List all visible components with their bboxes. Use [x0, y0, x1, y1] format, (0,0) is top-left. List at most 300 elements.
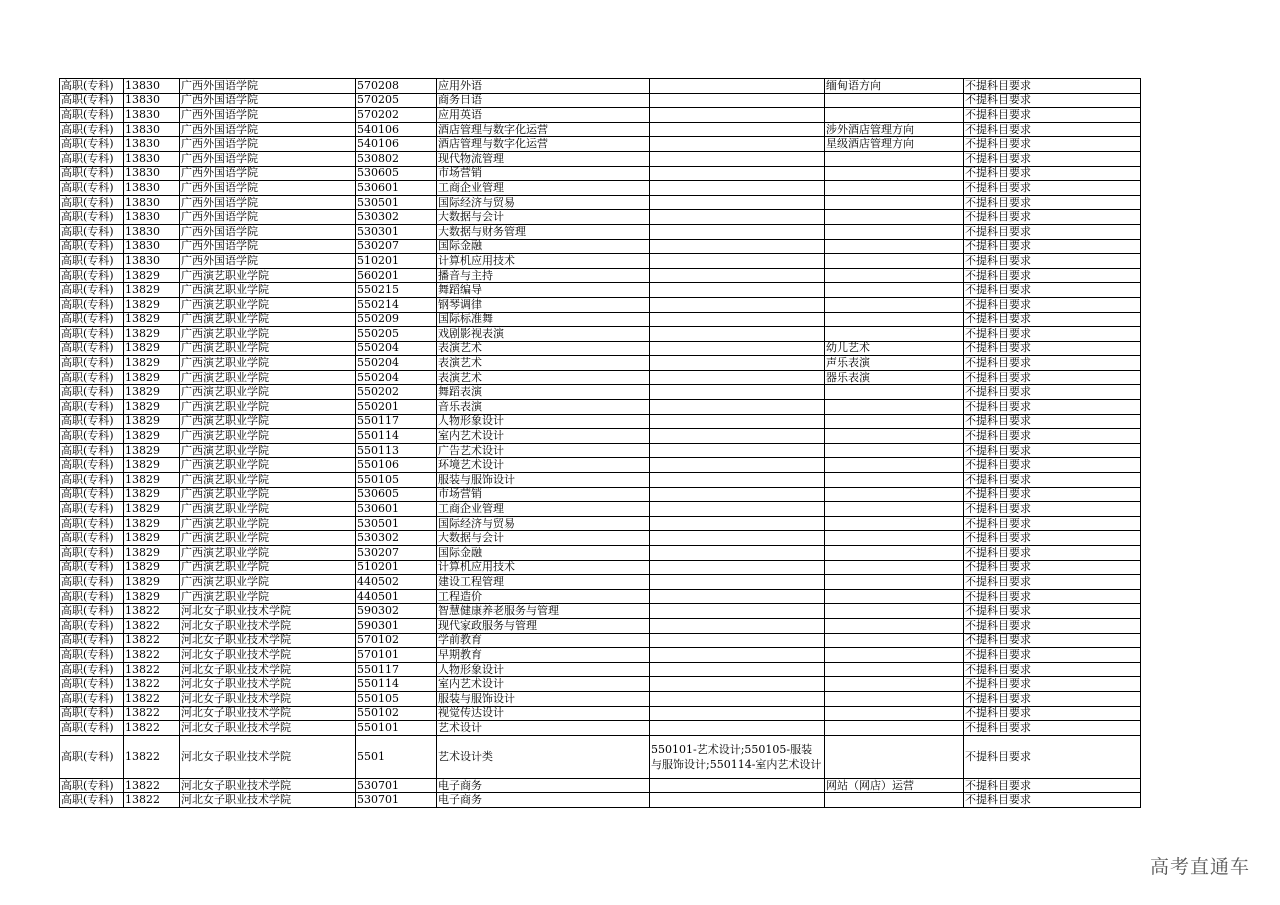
major-name-cell: 现代家政服务与管理 [437, 618, 650, 633]
subject-requirement-cell: 不提科目要求 [964, 618, 1141, 633]
included-majors-cell [650, 487, 825, 502]
direction-cell [825, 487, 964, 502]
major-name-cell: 室内艺术设计 [437, 429, 650, 444]
school-code-cell: 13829 [124, 487, 180, 502]
school-name-cell: 广西外国语学院 [180, 224, 356, 239]
included-majors-cell [650, 312, 825, 327]
major-code-cell: 560201 [356, 268, 437, 283]
direction-cell [825, 662, 964, 677]
major-code-cell: 540106 [356, 137, 437, 152]
subject-requirement-cell: 不提科目要求 [964, 691, 1141, 706]
included-majors-cell [650, 210, 825, 225]
included-majors-cell [650, 224, 825, 239]
included-majors-cell [650, 122, 825, 137]
school-name-cell: 广西演艺职业学院 [180, 268, 356, 283]
level-cell: 高职(专科) [60, 268, 124, 283]
direction-cell [825, 210, 964, 225]
subject-requirement-cell: 不提科目要求 [964, 210, 1141, 225]
level-cell: 高职(专科) [60, 400, 124, 415]
table-body [60, 79, 1141, 808]
table-row [60, 560, 1141, 575]
school-code-cell: 13830 [124, 108, 180, 123]
school-code-cell: 13829 [124, 370, 180, 385]
table-row [60, 706, 1141, 721]
subject-requirement-cell: 不提科目要求 [964, 151, 1141, 166]
table-row [60, 356, 1141, 371]
subject-requirement-cell: 不提科目要求 [964, 793, 1141, 808]
included-majors-cell [650, 79, 825, 94]
subject-requirement-cell: 不提科目要求 [964, 429, 1141, 444]
school-code-cell: 13829 [124, 516, 180, 531]
subject-requirement-cell: 不提科目要求 [964, 268, 1141, 283]
table-row [60, 268, 1141, 283]
school-name-cell: 广西外国语学院 [180, 108, 356, 123]
direction-cell [825, 93, 964, 108]
included-majors-cell [650, 473, 825, 488]
major-name-cell: 表演艺术 [437, 341, 650, 356]
table-row [60, 473, 1141, 488]
direction-cell [825, 618, 964, 633]
major-code-cell: 550114 [356, 677, 437, 692]
table-row [60, 151, 1141, 166]
school-code-cell: 13829 [124, 502, 180, 517]
major-code-cell: 510201 [356, 560, 437, 575]
school-name-cell: 河北女子职业技术学院 [180, 778, 356, 793]
included-majors-cell: 550101-艺术设计;550105-服装与服饰设计;550114-室内艺术设计 [650, 735, 825, 778]
major-name-cell: 音乐表演 [437, 400, 650, 415]
school-name-cell: 河北女子职业技术学院 [180, 677, 356, 692]
major-code-cell: 550204 [356, 341, 437, 356]
school-name-cell: 河北女子职业技术学院 [180, 618, 356, 633]
school-code-cell: 13830 [124, 210, 180, 225]
subject-requirement-cell: 不提科目要求 [964, 589, 1141, 604]
school-code-cell: 13829 [124, 312, 180, 327]
major-code-cell: 440502 [356, 575, 437, 590]
direction-cell [825, 648, 964, 663]
school-name-cell: 河北女子职业技术学院 [180, 721, 356, 736]
level-cell: 高职(专科) [60, 778, 124, 793]
direction-cell [825, 735, 964, 778]
school-code-cell: 13829 [124, 546, 180, 561]
major-code-cell: 570205 [356, 93, 437, 108]
table-row [60, 575, 1141, 590]
level-cell: 高职(专科) [60, 443, 124, 458]
major-code-cell: 530301 [356, 224, 437, 239]
major-code-cell: 550204 [356, 356, 437, 371]
major-name-cell: 大数据与会计 [437, 531, 650, 546]
school-code-cell: 13829 [124, 356, 180, 371]
included-majors-cell [650, 516, 825, 531]
table-row [60, 312, 1141, 327]
included-majors-cell [650, 268, 825, 283]
included-majors-cell [650, 721, 825, 736]
included-majors-cell [650, 385, 825, 400]
major-name-cell: 建设工程管理 [437, 575, 650, 590]
subject-requirement-cell: 不提科目要求 [964, 195, 1141, 210]
school-name-cell: 广西外国语学院 [180, 122, 356, 137]
school-name-cell: 广西演艺职业学院 [180, 356, 356, 371]
level-cell: 高职(专科) [60, 735, 124, 778]
major-code-cell: 530207 [356, 546, 437, 561]
included-majors-cell [650, 546, 825, 561]
level-cell: 高职(专科) [60, 312, 124, 327]
major-code-cell: 530302 [356, 210, 437, 225]
included-majors-cell [650, 575, 825, 590]
school-name-cell: 广西演艺职业学院 [180, 312, 356, 327]
table-row [60, 778, 1141, 793]
school-code-cell: 13822 [124, 604, 180, 619]
table-row [60, 721, 1141, 736]
table-row [60, 122, 1141, 137]
level-cell: 高职(专科) [60, 633, 124, 648]
included-majors-cell [650, 778, 825, 793]
major-name-cell: 电子商务 [437, 793, 650, 808]
major-name-cell: 室内艺术设计 [437, 677, 650, 692]
major-code-cell: 550117 [356, 414, 437, 429]
major-code-cell: 570101 [356, 648, 437, 663]
school-name-cell: 广西外国语学院 [180, 181, 356, 196]
major-name-cell: 视觉传达设计 [437, 706, 650, 721]
school-code-cell: 13829 [124, 560, 180, 575]
major-code-cell: 570202 [356, 108, 437, 123]
included-majors-cell [650, 254, 825, 269]
subject-requirement-cell: 不提科目要求 [964, 778, 1141, 793]
table-row [60, 662, 1141, 677]
major-name-cell: 计算机应用技术 [437, 254, 650, 269]
major-name-cell: 舞蹈编导 [437, 283, 650, 298]
level-cell: 高职(专科) [60, 224, 124, 239]
table-row [60, 108, 1141, 123]
subject-requirement-cell: 不提科目要求 [964, 93, 1141, 108]
direction-cell [825, 254, 964, 269]
major-code-cell: 510201 [356, 254, 437, 269]
direction-cell [825, 604, 964, 619]
school-code-cell: 13829 [124, 575, 180, 590]
direction-cell [825, 283, 964, 298]
school-name-cell: 广西演艺职业学院 [180, 487, 356, 502]
school-code-cell: 13822 [124, 735, 180, 778]
subject-requirement-cell: 不提科目要求 [964, 502, 1141, 517]
included-majors-cell [650, 502, 825, 517]
major-code-cell: 530302 [356, 531, 437, 546]
school-code-cell: 13830 [124, 79, 180, 94]
school-name-cell: 广西演艺职业学院 [180, 414, 356, 429]
school-name-cell: 广西外国语学院 [180, 239, 356, 254]
major-name-cell: 环境艺术设计 [437, 458, 650, 473]
school-code-cell: 13829 [124, 400, 180, 415]
included-majors-cell [650, 297, 825, 312]
direction-cell [825, 458, 964, 473]
included-majors-cell [650, 429, 825, 444]
school-name-cell: 广西外国语学院 [180, 166, 356, 181]
level-cell: 高职(专科) [60, 458, 124, 473]
major-name-cell: 商务日语 [437, 93, 650, 108]
level-cell: 高职(专科) [60, 283, 124, 298]
included-majors-cell [650, 181, 825, 196]
major-code-cell: 530501 [356, 195, 437, 210]
major-name-cell: 广告艺术设计 [437, 443, 650, 458]
subject-requirement-cell: 不提科目要求 [964, 297, 1141, 312]
direction-cell [825, 195, 964, 210]
included-majors-cell [650, 327, 825, 342]
subject-requirement-cell: 不提科目要求 [964, 356, 1141, 371]
included-majors-cell [650, 618, 825, 633]
level-cell: 高职(专科) [60, 429, 124, 444]
table-row [60, 546, 1141, 561]
major-name-cell: 播音与主持 [437, 268, 650, 283]
direction-cell [825, 691, 964, 706]
direction-cell [825, 560, 964, 575]
subject-requirement-cell: 不提科目要求 [964, 677, 1141, 692]
level-cell: 高职(专科) [60, 604, 124, 619]
school-code-cell: 13830 [124, 239, 180, 254]
school-name-cell: 广西演艺职业学院 [180, 400, 356, 415]
major-name-cell: 人物形象设计 [437, 662, 650, 677]
major-code-cell: 530701 [356, 793, 437, 808]
table-row [60, 93, 1141, 108]
school-name-cell: 广西外国语学院 [180, 137, 356, 152]
included-majors-cell [650, 93, 825, 108]
direction-cell [825, 589, 964, 604]
major-code-cell: 530601 [356, 502, 437, 517]
major-code-cell: 590301 [356, 618, 437, 633]
subject-requirement-cell: 不提科目要求 [964, 458, 1141, 473]
major-name-cell: 国际金融 [437, 239, 650, 254]
included-majors-cell [650, 283, 825, 298]
school-name-cell: 广西外国语学院 [180, 254, 356, 269]
table-row [60, 254, 1141, 269]
school-code-cell: 13830 [124, 151, 180, 166]
subject-requirement-cell: 不提科目要求 [964, 370, 1141, 385]
subject-requirement-cell: 不提科目要求 [964, 239, 1141, 254]
direction-cell [825, 239, 964, 254]
school-name-cell: 广西外国语学院 [180, 210, 356, 225]
school-code-cell: 13822 [124, 706, 180, 721]
school-code-cell: 13830 [124, 122, 180, 137]
school-name-cell: 广西外国语学院 [180, 195, 356, 210]
table-row [60, 224, 1141, 239]
subject-requirement-cell: 不提科目要求 [964, 400, 1141, 415]
major-name-cell: 国际经济与贸易 [437, 195, 650, 210]
included-majors-cell [650, 341, 825, 356]
table-row [60, 487, 1141, 502]
major-name-cell: 表演艺术 [437, 356, 650, 371]
direction-cell [825, 633, 964, 648]
school-name-cell: 广西演艺职业学院 [180, 531, 356, 546]
included-majors-cell [650, 589, 825, 604]
school-code-cell: 13822 [124, 618, 180, 633]
major-code-cell: 550204 [356, 370, 437, 385]
school-code-cell: 13829 [124, 443, 180, 458]
major-code-cell: 550202 [356, 385, 437, 400]
school-code-cell: 13822 [124, 793, 180, 808]
major-name-cell: 电子商务 [437, 778, 650, 793]
level-cell: 高职(专科) [60, 487, 124, 502]
direction-cell: 幼儿艺术 [825, 341, 964, 356]
major-code-cell: 530601 [356, 181, 437, 196]
direction-cell [825, 414, 964, 429]
table-row [60, 443, 1141, 458]
level-cell: 高职(专科) [60, 370, 124, 385]
major-name-cell: 戏剧影视表演 [437, 327, 650, 342]
subject-requirement-cell: 不提科目要求 [964, 648, 1141, 663]
level-cell: 高职(专科) [60, 151, 124, 166]
subject-requirement-cell: 不提科目要求 [964, 108, 1141, 123]
level-cell: 高职(专科) [60, 531, 124, 546]
school-code-cell: 13830 [124, 137, 180, 152]
included-majors-cell [650, 151, 825, 166]
direction-cell [825, 327, 964, 342]
included-majors-cell [650, 677, 825, 692]
included-majors-cell [650, 691, 825, 706]
level-cell: 高职(专科) [60, 341, 124, 356]
school-name-cell: 广西演艺职业学院 [180, 546, 356, 561]
major-code-cell: 550114 [356, 429, 437, 444]
direction-cell [825, 268, 964, 283]
level-cell: 高职(专科) [60, 239, 124, 254]
direction-cell [825, 400, 964, 415]
direction-cell [825, 224, 964, 239]
school-name-cell: 河北女子职业技术学院 [180, 735, 356, 778]
school-name-cell: 广西外国语学院 [180, 93, 356, 108]
subject-requirement-cell: 不提科目要求 [964, 662, 1141, 677]
included-majors-cell [650, 356, 825, 371]
table-row [60, 195, 1141, 210]
level-cell: 高职(专科) [60, 793, 124, 808]
level-cell: 高职(专科) [60, 181, 124, 196]
direction-cell [825, 575, 964, 590]
level-cell: 高职(专科) [60, 677, 124, 692]
major-name-cell: 服装与服饰设计 [437, 473, 650, 488]
table-row [60, 239, 1141, 254]
school-code-cell: 13829 [124, 589, 180, 604]
major-name-cell: 国际经济与贸易 [437, 516, 650, 531]
major-name-cell: 现代物流管理 [437, 151, 650, 166]
level-cell: 高职(专科) [60, 122, 124, 137]
table-row [60, 604, 1141, 619]
subject-requirement-cell: 不提科目要求 [964, 487, 1141, 502]
subject-requirement-cell: 不提科目要求 [964, 312, 1141, 327]
subject-requirement-cell: 不提科目要求 [964, 283, 1141, 298]
included-majors-cell [650, 443, 825, 458]
major-name-cell: 工商企业管理 [437, 181, 650, 196]
school-name-cell: 广西演艺职业学院 [180, 429, 356, 444]
school-name-cell: 广西外国语学院 [180, 79, 356, 94]
major-code-cell: 530605 [356, 487, 437, 502]
major-code-cell: 440501 [356, 589, 437, 604]
included-majors-cell [650, 793, 825, 808]
direction-cell [825, 297, 964, 312]
included-majors-cell [650, 239, 825, 254]
school-name-cell: 河北女子职业技术学院 [180, 633, 356, 648]
major-name-cell: 早期教育 [437, 648, 650, 663]
table-row [60, 283, 1141, 298]
table-row [60, 516, 1141, 531]
direction-cell [825, 473, 964, 488]
school-code-cell: 13822 [124, 721, 180, 736]
table-row [60, 385, 1141, 400]
level-cell: 高职(专科) [60, 502, 124, 517]
subject-requirement-cell: 不提科目要求 [964, 546, 1141, 561]
subject-requirement-cell: 不提科目要求 [964, 604, 1141, 619]
school-code-cell: 13829 [124, 268, 180, 283]
major-name-cell: 钢琴调律 [437, 297, 650, 312]
school-name-cell: 河北女子职业技术学院 [180, 648, 356, 663]
level-cell: 高职(专科) [60, 662, 124, 677]
major-name-cell: 表演艺术 [437, 370, 650, 385]
major-name-cell: 人物形象设计 [437, 414, 650, 429]
direction-cell [825, 677, 964, 692]
included-majors-cell [650, 108, 825, 123]
included-majors-cell [650, 370, 825, 385]
subject-requirement-cell: 不提科目要求 [964, 531, 1141, 546]
table-row [60, 633, 1141, 648]
subject-requirement-cell: 不提科目要求 [964, 341, 1141, 356]
school-name-cell: 广西演艺职业学院 [180, 560, 356, 575]
included-majors-cell [650, 648, 825, 663]
table-row [60, 618, 1141, 633]
school-name-cell: 广西外国语学院 [180, 151, 356, 166]
major-code-cell: 550117 [356, 662, 437, 677]
school-name-cell: 广西演艺职业学院 [180, 502, 356, 517]
level-cell: 高职(专科) [60, 137, 124, 152]
school-code-cell: 13829 [124, 458, 180, 473]
level-cell: 高职(专科) [60, 108, 124, 123]
table-row [60, 166, 1141, 181]
direction-cell [825, 151, 964, 166]
included-majors-cell [650, 166, 825, 181]
level-cell: 高职(专科) [60, 210, 124, 225]
major-code-cell: 590302 [356, 604, 437, 619]
direction-cell [825, 385, 964, 400]
included-majors-cell [650, 604, 825, 619]
major-code-cell: 530207 [356, 239, 437, 254]
major-code-cell: 550205 [356, 327, 437, 342]
table-row [60, 370, 1141, 385]
table-row [60, 210, 1141, 225]
direction-cell: 涉外酒店管理方向 [825, 122, 964, 137]
table-row [60, 400, 1141, 415]
major-code-cell: 550105 [356, 691, 437, 706]
school-code-cell: 13830 [124, 254, 180, 269]
direction-cell [825, 166, 964, 181]
subject-requirement-cell: 不提科目要求 [964, 706, 1141, 721]
major-code-cell: 570102 [356, 633, 437, 648]
table-row [60, 458, 1141, 473]
school-code-cell: 13822 [124, 633, 180, 648]
school-name-cell: 广西演艺职业学院 [180, 575, 356, 590]
major-name-cell: 学前教育 [437, 633, 650, 648]
level-cell: 高职(专科) [60, 254, 124, 269]
direction-cell [825, 793, 964, 808]
table-row [60, 677, 1141, 692]
level-cell: 高职(专科) [60, 414, 124, 429]
major-code-cell: 550214 [356, 297, 437, 312]
school-name-cell: 河北女子职业技术学院 [180, 604, 356, 619]
school-code-cell: 13822 [124, 677, 180, 692]
major-name-cell: 智慧健康养老服务与管理 [437, 604, 650, 619]
school-name-cell: 广西演艺职业学院 [180, 370, 356, 385]
subject-requirement-cell: 不提科目要求 [964, 516, 1141, 531]
major-code-cell: 550201 [356, 400, 437, 415]
major-code-cell: 550105 [356, 473, 437, 488]
major-name-cell: 市场营销 [437, 487, 650, 502]
subject-requirement-cell: 不提科目要求 [964, 166, 1141, 181]
major-code-cell: 540106 [356, 122, 437, 137]
subject-requirement-cell: 不提科目要求 [964, 575, 1141, 590]
included-majors-cell [650, 531, 825, 546]
school-code-cell: 13829 [124, 385, 180, 400]
